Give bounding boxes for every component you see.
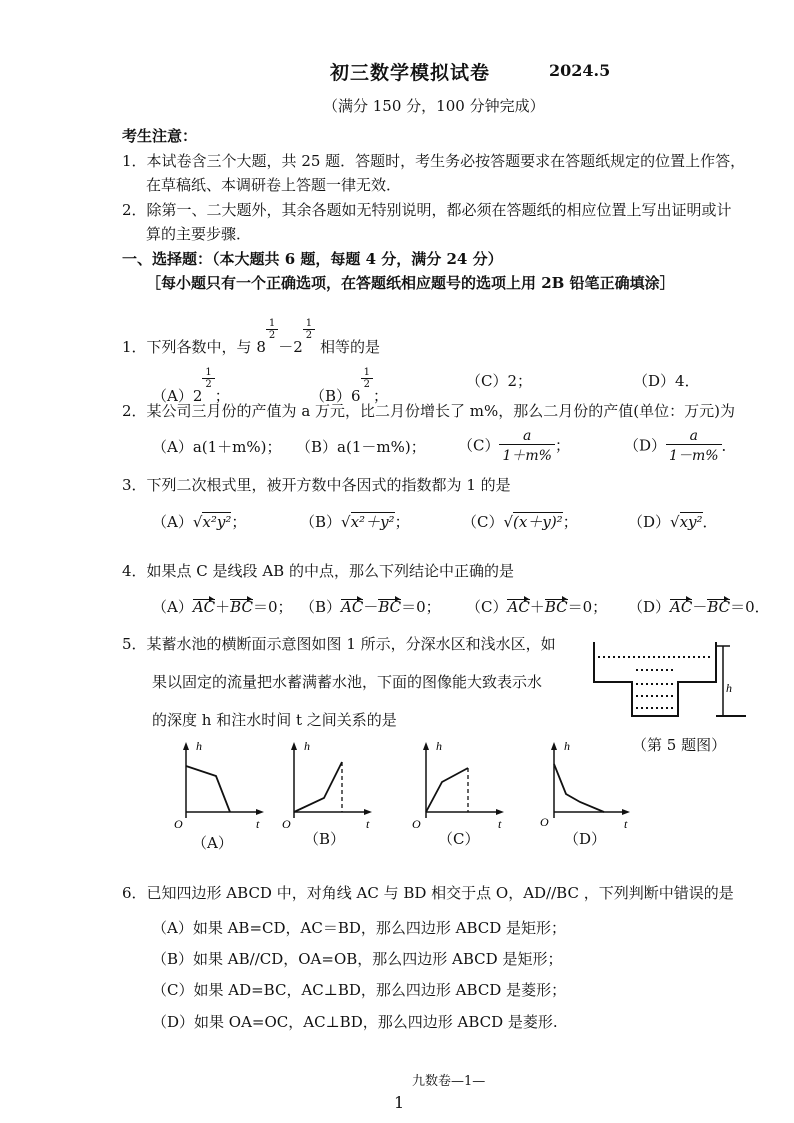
reservoir-diagram — [588, 632, 748, 727]
question-4-option-b[interactable]: （B）AC－BC＝0； — [300, 598, 441, 616]
question-3-stem: 3．下列二次根式里，被开方数中各因式的指数都为 1 的是 — [122, 476, 511, 494]
question-1-option-a[interactable]: （A）2 $\frac{1}{2}$ ； — [152, 367, 230, 405]
question-4-option-a[interactable]: （A）AC＋BC＝0； — [152, 598, 293, 616]
question-1-option-d[interactable]: （D）4． — [633, 372, 700, 390]
paper-subtitle: （满分 150 分，100 分钟完成） — [323, 97, 545, 115]
question-2-option-a[interactable]: （A）a(1＋m%)； — [152, 438, 282, 456]
question-2-stem: 2．某公司三月份的产值为 a 万元，比二月份增长了 m%，那么二月份的产值(单位：万元)为 — [122, 402, 735, 420]
svg-text:t: t — [256, 817, 260, 830]
question-6-option-b[interactable]: （B）如果 AB//CD，OA=OB，那么四边形 ABCD 是矩形； — [152, 950, 563, 968]
graph-d[interactable] — [532, 738, 642, 830]
notice-item-1-cont: 在草稿纸、本调研卷上答题一律无效． — [146, 176, 402, 194]
question-2-option-d[interactable]: （D） $\frac{a}{1-m\%}$ ． — [624, 428, 737, 464]
question-3-option-d[interactable]: （D）√xy²． — [628, 513, 718, 531]
question-6-option-c[interactable]: （C）如果 AD=BC，AC⊥BD，那么四边形 ABCD 是菱形； — [152, 981, 567, 999]
question-6-option-a[interactable]: （A）如果 AB=CD，AC＝BD，那么四边形 ABCD 是矩形； — [152, 919, 567, 937]
sqrt-icon: √ — [341, 513, 351, 531]
svg-text:h: h — [726, 681, 732, 695]
svg-text:h: h — [564, 739, 570, 753]
svg-text:h: h — [196, 739, 202, 753]
question-3-option-b[interactable]: （B）√x²＋y²； — [300, 513, 410, 531]
question-4-option-d[interactable]: （D）AC－BC＝0． — [628, 598, 770, 616]
question-5-stem-3: 的深度 h 和注水时间 t 之间关系的是 — [152, 711, 397, 729]
svg-text:O: O — [174, 817, 183, 830]
question-3-option-a[interactable]: （A）√x²y²； — [152, 513, 247, 531]
svg-text:h: h — [304, 739, 310, 753]
graph-b-label: （B） — [304, 830, 346, 848]
sqrt-icon: √ — [503, 513, 514, 531]
question-2-option-b[interactable]: （B）a(1－m%)； — [296, 438, 426, 456]
question-1-option-c[interactable]: （C）2； — [466, 372, 533, 390]
question-5-stem-1: 5．某蓄水池的横断面示意图如图 1 所示，分深水区和浅水区，如 — [122, 635, 556, 653]
question-2-option-c[interactable]: （C） $\frac{a}{1+m\%}$ ； — [458, 428, 570, 464]
graph-b[interactable] — [272, 738, 382, 830]
question-4-stem: 4．如果点 C 是线段 AB 的中点，那么下列结论中正确的是 — [122, 562, 514, 580]
question-4-option-c[interactable]: （C）AC＋BC＝0； — [466, 598, 608, 616]
paper-date: 2024.5 — [549, 61, 611, 80]
figure-caption: （第 5 题图） — [632, 736, 727, 754]
svg-text:O: O — [540, 815, 549, 829]
sqrt-icon: √ — [192, 513, 203, 531]
svg-text:O: O — [412, 817, 421, 830]
svg-text:h: h — [436, 739, 442, 753]
notice-item-1: 1．本试卷含三个大题，共 25 题．答题时，考生务必按答题要求在答题纸规定的位置上作答， — [122, 152, 746, 170]
section-heading: 一、选择题：（本大题共 6 题，每题 4 分，满分 24 分） — [122, 250, 503, 268]
graph-c-label: （C） — [438, 830, 480, 848]
footer-code: 九数卷—1— — [412, 1074, 486, 1089]
question-1-stem: 1．下列各数中，与 8 $\frac{1}{2}$ －2 $\frac{1}{2}$ 相等的是 — [122, 318, 380, 356]
svg-text:t: t — [624, 817, 628, 830]
graph-d-label: （D） — [564, 830, 607, 848]
notice-item-2-cont: 算的主要步骤． — [146, 225, 252, 243]
question-1-option-b[interactable]: （B）6 $\frac{1}{2}$ ； — [310, 367, 388, 405]
svg-text:t: t — [366, 817, 370, 830]
sqrt-icon: √ — [670, 513, 680, 531]
question-6-stem: 6．已知四边形 ABCD 中，对角线 AC 与 BD 相交于点 O，AD//BC ，下列判断中错误的是 — [122, 884, 734, 902]
svg-text:O: O — [282, 817, 291, 830]
graph-a-label: （A） — [192, 834, 233, 852]
section-instruction: ［每小题只有一个正确选项，在答题纸相应题号的选项上用 2B 铅笔正确填涂］ — [146, 274, 675, 292]
notice-heading: 考生注意： — [122, 127, 198, 145]
graph-a[interactable] — [160, 738, 270, 830]
notice-item-2: 2．除第一、二大题外，其余各题如无特别说明，都必须在答题纸的相应位置上写出证明或计 — [122, 201, 732, 219]
page-number: 1 — [394, 1093, 405, 1112]
question-5-stem-2: 果以固定的流量把水蓄满蓄水池，下面的图像能大致表示水 — [152, 673, 543, 691]
paper-title: 初三数学模拟试卷 — [330, 62, 491, 84]
question-6-option-d[interactable]: （D）如果 OA=OC，AC⊥BD，那么四边形 ABCD 是菱形. — [152, 1013, 558, 1031]
graph-c[interactable] — [400, 738, 515, 830]
svg-text:t: t — [498, 817, 502, 830]
question-3-option-c[interactable]: （C）√(x＋y)²； — [462, 513, 578, 531]
